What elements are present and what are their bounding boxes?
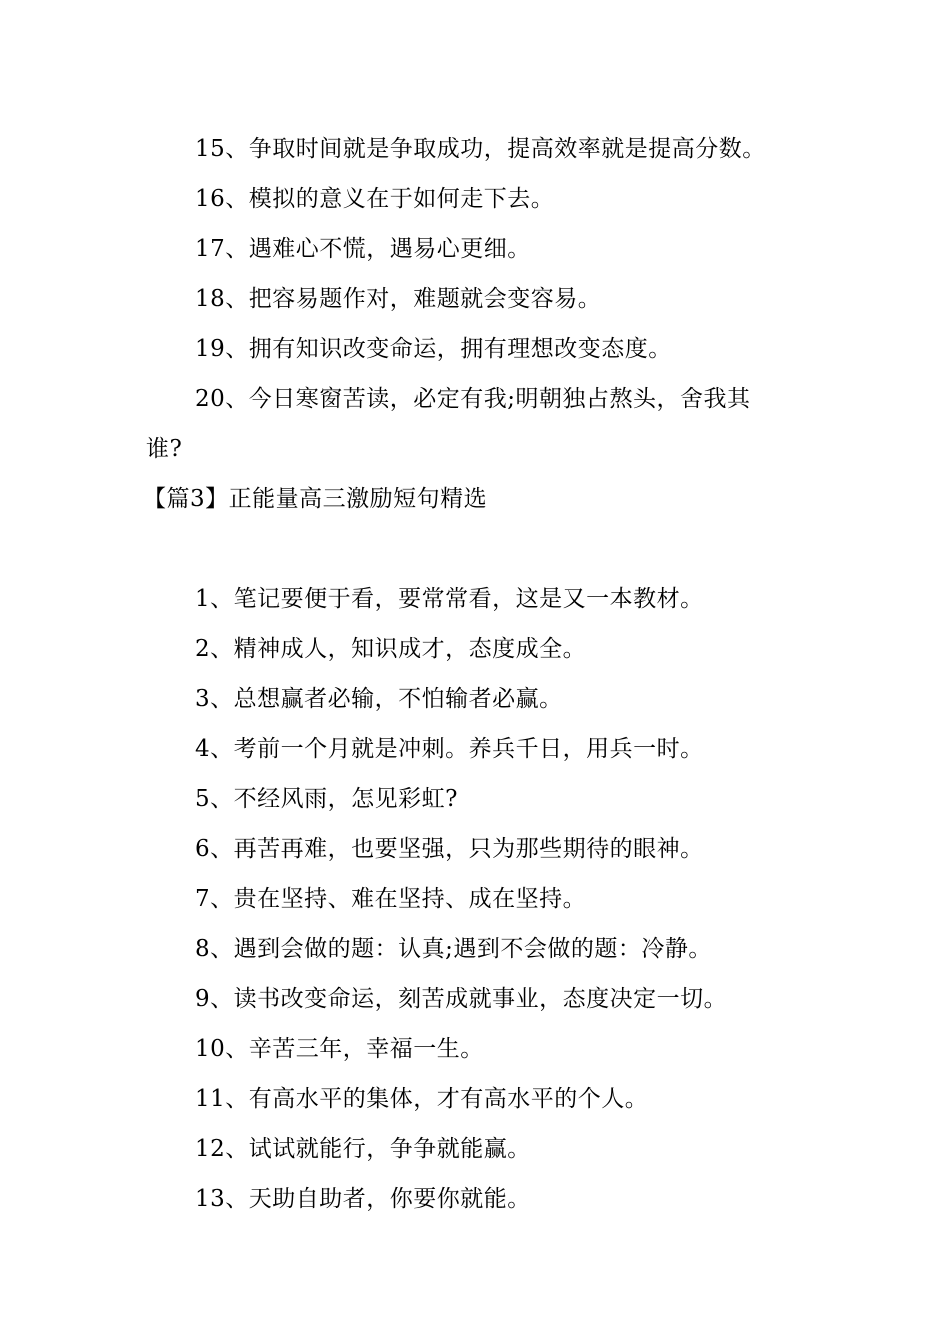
list-item-continuation: 谁?	[146, 436, 183, 462]
list-item: 7、贵在坚持、难在坚持、成在坚持。	[195, 886, 587, 912]
list-item: 2、精神成人，知识成才，态度成全。	[195, 636, 587, 662]
list-item: 18、把容易题作对，难题就会变容易。	[195, 286, 602, 312]
list-item: 16、模拟的意义在于如何走下去。	[195, 186, 555, 212]
list-item: 17、遇难心不慌，遇易心更细。	[195, 236, 531, 262]
list-item: 5、不经风雨，怎见彩虹?	[195, 786, 458, 812]
list-item: 15、争取时间就是争取成功，提高效率就是提高分数。	[195, 136, 766, 162]
list-item: 20、今日寒窗苦读，必定有我;明朝独占熬头，舍我其	[195, 386, 751, 412]
section-heading: 【篇3】正能量高三激励短句精选	[143, 486, 488, 512]
list-item: 6、再苦再难，也要坚强，只为那些期待的眼神。	[195, 836, 704, 862]
list-item: 10、辛苦三年，幸福一生。	[195, 1036, 484, 1062]
list-item: 9、读书改变命运，刻苦成就事业，态度决定一切。	[195, 986, 728, 1012]
list-item: 4、考前一个月就是冲刺。养兵千日，用兵一时。	[195, 736, 704, 762]
list-item: 12、试试就能行，争争就能赢。	[195, 1136, 531, 1162]
list-item: 8、遇到会做的题：认真;遇到不会做的题：冷静。	[195, 936, 712, 962]
list-item: 3、总想赢者必输，不怕输者必赢。	[195, 686, 563, 712]
list-item: 19、拥有知识改变命运，拥有理想改变态度。	[195, 336, 672, 362]
list-item: 13、天助自助者，你要你就能。	[195, 1186, 531, 1212]
list-item: 1、笔记要便于看，要常常看，这是又一本教材。	[195, 586, 704, 612]
list-item: 11、有高水平的集体，才有高水平的个人。	[195, 1086, 649, 1112]
